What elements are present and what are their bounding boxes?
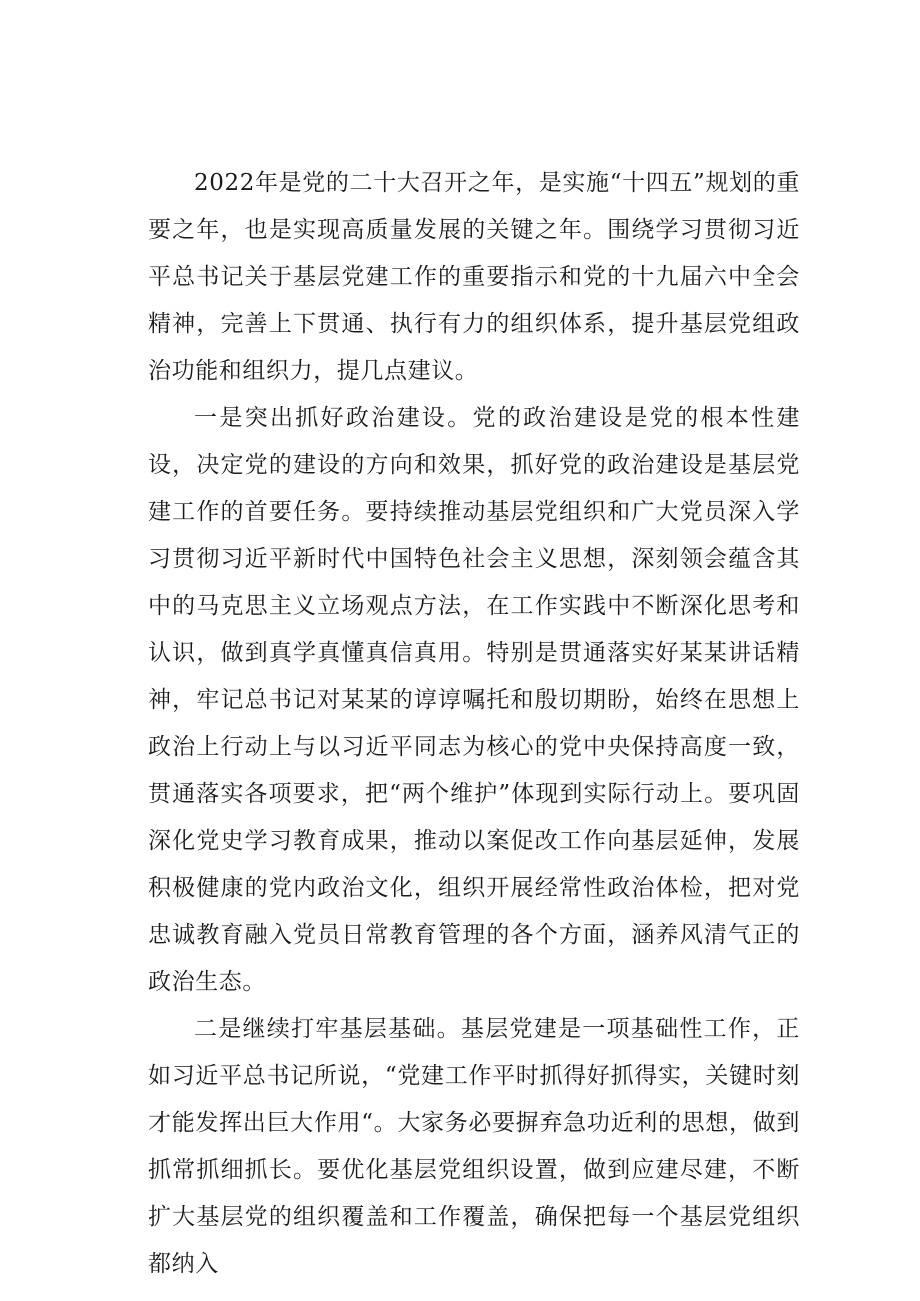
paragraph-political-building: 一是突出抓好政治建设。党的政治建设是党的根本性建设，决定党的建设的方向和效果，抓好党的政治建设是基层党建工作的首要任务。要持续推动基层党组织和广大党员深入学习贯彻习近平新时代中国特色社会主义思想，深刻领会蕴含其中的马克思主义立场观点方法，在工作实践中不断深化思考和认识，做到真学真懂真信真用。特别是贯通落实好某某讲话精神，牢记总书记对某某的谆谆嘱托和殷切期盼，始终在思想上政治上行动上与以习近平同志为核心的党中央保持高度一致，贯通落实各项要求，把“两个维护”体现到实际行动上。要巩固深化党史学习教育成果，推动以案促改工作向基层延伸，发展积极健康的党内政治文化，组织开展经常性政治体检，把对党忠诚教育融入党员日常教育管理的各个方面，涵养风清气正的政治生态。: [148, 405, 800, 995]
document-body: [148, 160, 800, 1288]
paragraph-grassroots-foundation: 二是继续打牢基层基础。基层党建是一项基础性工作，正如习近平总书记所说，“党建工作平时抓得好抓得实，关键时刻才能发挥出巨大作用“。大家务必要摒弃急功近利的思想，做到抓常抓细抓长。要优化基层党组织设置，做到应建尽建，不断扩大基层党的组织覆盖和工作覆盖，确保把每一个基层党组织都纳入: [148, 1016, 800, 1277]
paragraph-intro: 2022年是党的二十大召开之年，是实施“十四五”规划的重要之年，也是实现高质量发展的关键之年。围绕学习贯彻习近平总书记关于基层党建工作的重要指示和党的十九届六中全会精神，完善上下贯通、执行有力的组织体系，提升基层党组政治功能和组织力，提几点建议。: [148, 170, 800, 384]
